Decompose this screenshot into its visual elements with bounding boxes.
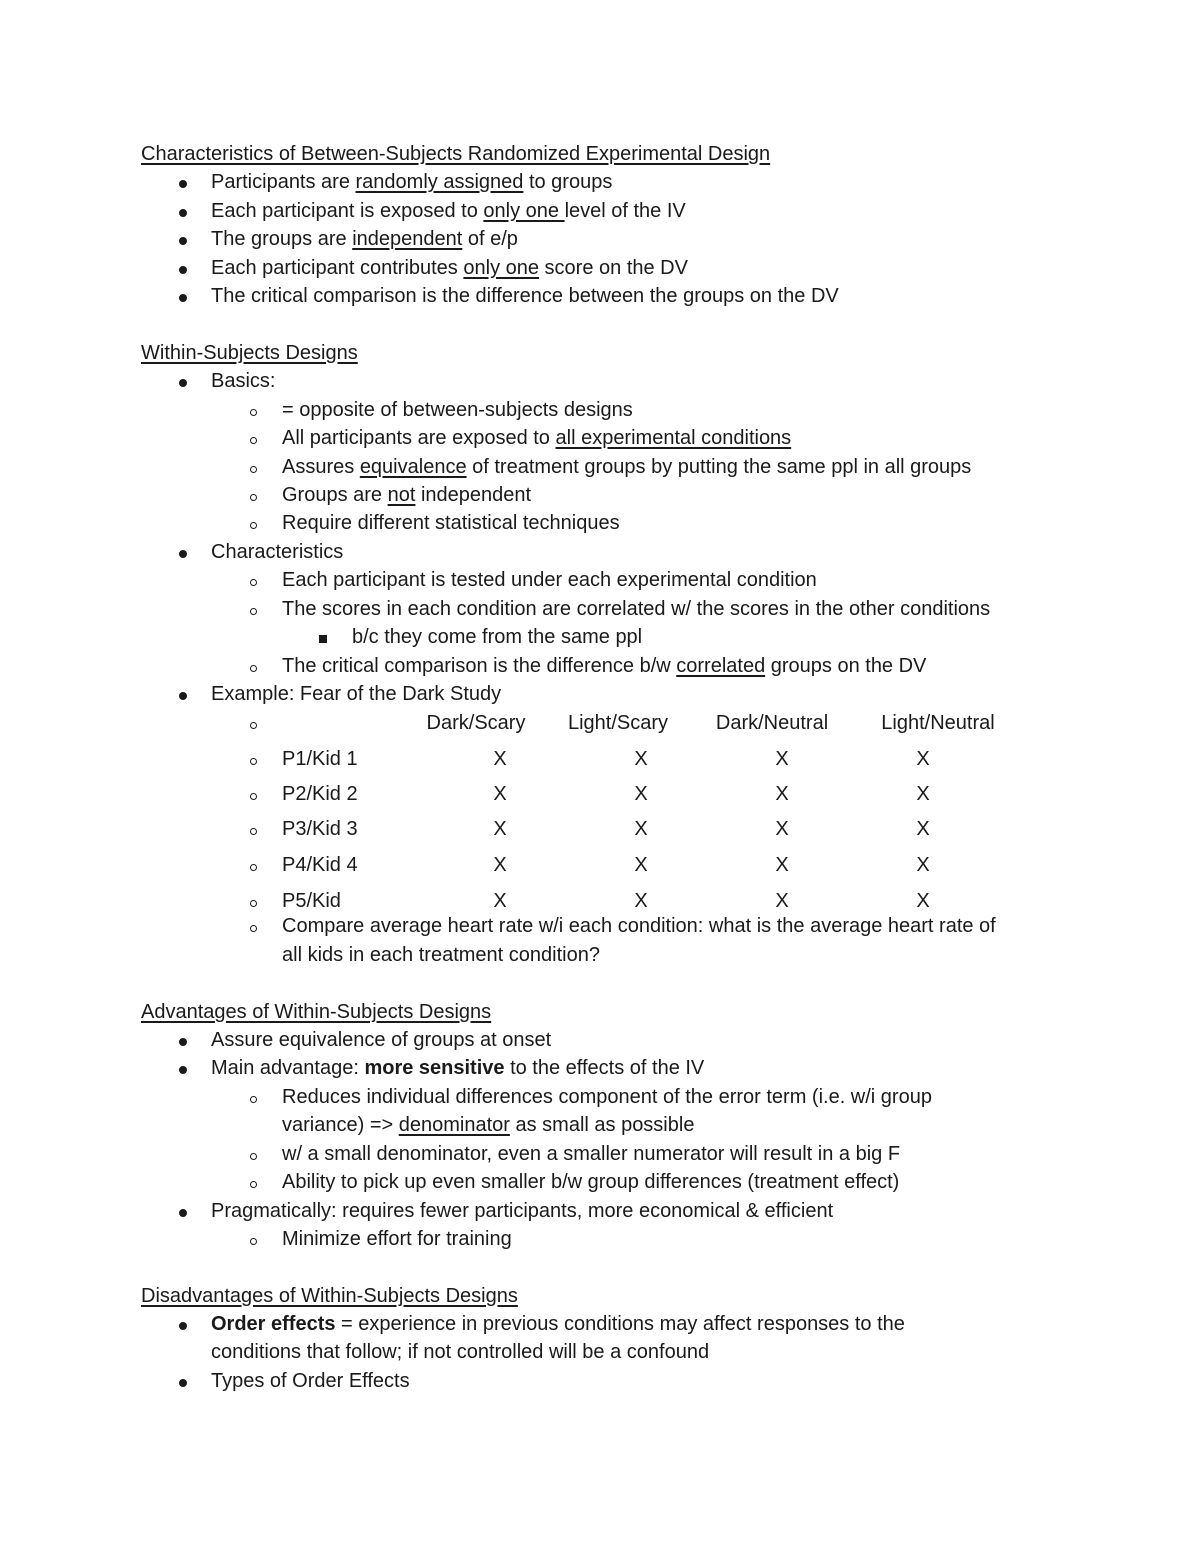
- table-cell: X: [775, 854, 789, 876]
- table-cell: X: [493, 890, 507, 912]
- bullet-icon: [179, 692, 187, 700]
- row-label: P1/Kid 1: [282, 748, 358, 770]
- hollow-bullet-icon: [250, 1153, 257, 1160]
- hollow-bullet-icon: [250, 758, 257, 765]
- list-item: Order effects = experience in previous conditions may affect responses to the: [211, 1310, 905, 1338]
- bullet-icon: [179, 550, 187, 558]
- list-item: The groups are independent of e/p: [211, 225, 518, 253]
- list-item: The critical comparison is the difference b/w correlated groups on the DV: [282, 652, 926, 680]
- bullet-icon: [179, 237, 187, 245]
- table-row: [282, 851, 358, 879]
- table-cell: X: [916, 818, 930, 840]
- section-heading-advantages: Advantages of Within-Subjects Designs: [141, 1001, 492, 1023]
- hollow-bullet-icon: [250, 579, 257, 586]
- list-item: Participants are randomly assigned to groups: [211, 168, 612, 196]
- bullet-icon: [179, 1209, 187, 1217]
- bullet-icon: [179, 1066, 187, 1074]
- list-item: The critical comparison is the difference between the groups on the DV: [211, 282, 839, 310]
- hollow-bullet-icon: [250, 665, 257, 672]
- square-bullet-icon: [319, 635, 327, 643]
- list-item: Each participant is tested under each experimental condition: [282, 566, 817, 594]
- table-cell: X: [775, 818, 789, 840]
- hollow-bullet-icon: [250, 1181, 257, 1188]
- bullet-icon: [179, 209, 187, 217]
- table-row: [282, 887, 341, 915]
- row-label: P4/Kid 4: [282, 854, 358, 876]
- hollow-bullet-icon: [250, 409, 257, 416]
- hollow-bullet-icon: [250, 900, 257, 907]
- list-item: Assure equivalence of groups at onset: [211, 1026, 551, 1054]
- row-label: P5/Kid: [282, 890, 341, 912]
- hollow-bullet-icon: [250, 828, 257, 835]
- list-item: Main advantage: more sensitive to the effects of the IV: [211, 1054, 704, 1082]
- list-item: Reduces individual differences component of the error term (i.e. w/i group: [282, 1083, 932, 1111]
- hollow-bullet-icon: [250, 925, 257, 932]
- table-cell: X: [775, 890, 789, 912]
- table-cell: X: [634, 890, 648, 912]
- list-item: Assures equivalence of treatment groups by putting the same ppl in all groups: [282, 453, 971, 481]
- table-cell: X: [493, 854, 507, 876]
- row-label: P3/Kid 3: [282, 818, 358, 840]
- hollow-bullet-icon: [250, 1096, 257, 1103]
- hollow-bullet-icon: [250, 608, 257, 615]
- hollow-bullet-icon: [250, 466, 257, 473]
- bullet-icon: [179, 1038, 187, 1046]
- list-item: Each participant contributes only one score on the DV: [211, 254, 688, 282]
- list-item-continuation: variance) => denominator as small as possible: [282, 1114, 695, 1136]
- list-item: All participants are exposed to all experimental conditions: [282, 424, 791, 452]
- hollow-bullet-icon: [250, 722, 257, 729]
- section-heading-between-subjects: Characteristics of Between-Subjects Randomized Experimental Design: [141, 143, 771, 165]
- hollow-bullet-icon: [250, 494, 257, 501]
- hollow-bullet-icon: [250, 1238, 257, 1245]
- bullet-icon: [179, 294, 187, 302]
- list-item-continuation: conditions that follow; if not controlled will be a confound: [211, 1341, 710, 1363]
- table-cell: X: [916, 748, 930, 770]
- table-cell: X: [634, 748, 648, 770]
- table-cell: X: [775, 783, 789, 805]
- list-item: w/ a small denominator, even a smaller numerator will result in a big F: [282, 1140, 900, 1168]
- table-cell: X: [634, 818, 648, 840]
- table-cell: X: [916, 783, 930, 805]
- bullet-icon: [179, 1322, 187, 1330]
- table-cell: X: [916, 854, 930, 876]
- table-cell: X: [493, 748, 507, 770]
- row-label: P2/Kid 2: [282, 783, 358, 805]
- hollow-bullet-icon: [250, 793, 257, 800]
- table-cell: X: [493, 818, 507, 840]
- table-cell: X: [634, 783, 648, 805]
- table-cell: X: [916, 890, 930, 912]
- list-item: Compare average heart rate w/i each condition: what is the average heart rate of: [282, 912, 996, 940]
- table-cell: X: [775, 748, 789, 770]
- table-cell: X: [493, 783, 507, 805]
- list-item: Types of Order Effects: [211, 1367, 410, 1395]
- list-item: b/c they come from the same ppl: [352, 623, 642, 651]
- table-row: [282, 780, 358, 808]
- list-item: Example: Fear of the Dark Study: [211, 680, 501, 708]
- section-heading-within-subjects: Within-Subjects Designs: [141, 342, 358, 364]
- bullet-icon: [179, 1379, 187, 1387]
- bullet-icon: [179, 180, 187, 188]
- list-item: Minimize effort for training: [282, 1225, 512, 1253]
- list-item: = opposite of between-subjects designs: [282, 396, 633, 424]
- list-item: Require different statistical techniques: [282, 509, 620, 537]
- list-item-continuation: all kids in each treatment condition?: [282, 944, 600, 966]
- table-row: [282, 745, 358, 773]
- table-cell: X: [634, 854, 648, 876]
- list-item: The scores in each condition are correlated w/ the scores in the other conditions: [282, 595, 990, 623]
- list-item: Characteristics: [211, 538, 343, 566]
- bullet-icon: [179, 379, 187, 387]
- hollow-bullet-icon: [250, 864, 257, 871]
- list-item: Basics:: [211, 367, 275, 395]
- list-item: Ability to pick up even smaller b/w group differences (treatment effect): [282, 1168, 899, 1196]
- section-heading-disadvantages: Disadvantages of Within-Subjects Designs: [141, 1285, 518, 1307]
- document-page: Characteristics of Between-Subjects Randomized Experimental Design Participants are randomly assigned to groups Each participant is exposed to only one level of the IV The groups are independent of e/p Each participant contributes only one score on the DV The critical comparison is the difference between the groups on the DV Within-Subjects Designs Basics: = opposite of between-subjects designs All participants are exposed to all experimental conditions Assures equivalence of treatment groups by putting the same ppl in all groups Groups are not independent Require different statistical techniques Characteristics Each participant is tested under each experimental condition The scores in each condition are correlated w/ the scores in the other conditions b/c they come from the same ppl The critical comparison is the difference b/w correlated groups on the DV Example: Fear of the Dark Study Dark/Scary Light/Scary Dark/Neutral Light/Neutral P1/Kid 1 X X X X P2/Kid 2 X X X X P3/Kid 3 X X X X P4/Kid 4 X X X X P5/Kid X X X X Compare average heart rate w/i each condition: what is the average heart rate of all kids in each treatment condition? Advantages of Within-Subjects Designs Assure equivalence of groups at onset Main advantage: more sensitive to the effects of the IV Reduces individual differences component of the error term (i.e. w/i group variance) => denominator as small as possible w/ a small denominator, even a smaller numerator will result in a big F Ability to pick up even smaller b/w group differences (treatment effect) Pragmatically: requires fewer participants, more economical & efficient Minimize effort for training Disadvantages of Within-Subjects Designs Order effects = experience in previous conditions may affect responses to the conditions that follow; if not controlled will be a confound Types of Order Effects: [0, 0, 1200, 1553]
- hollow-bullet-icon: [250, 437, 257, 444]
- list-item: Pragmatically: requires fewer participants, more economical & efficient: [211, 1197, 833, 1225]
- list-item: Groups are not independent: [282, 481, 531, 509]
- hollow-bullet-icon: [250, 522, 257, 529]
- bullet-icon: [179, 266, 187, 274]
- list-item: Each participant is exposed to only one level of the IV: [211, 197, 686, 225]
- table-row: [282, 815, 358, 843]
